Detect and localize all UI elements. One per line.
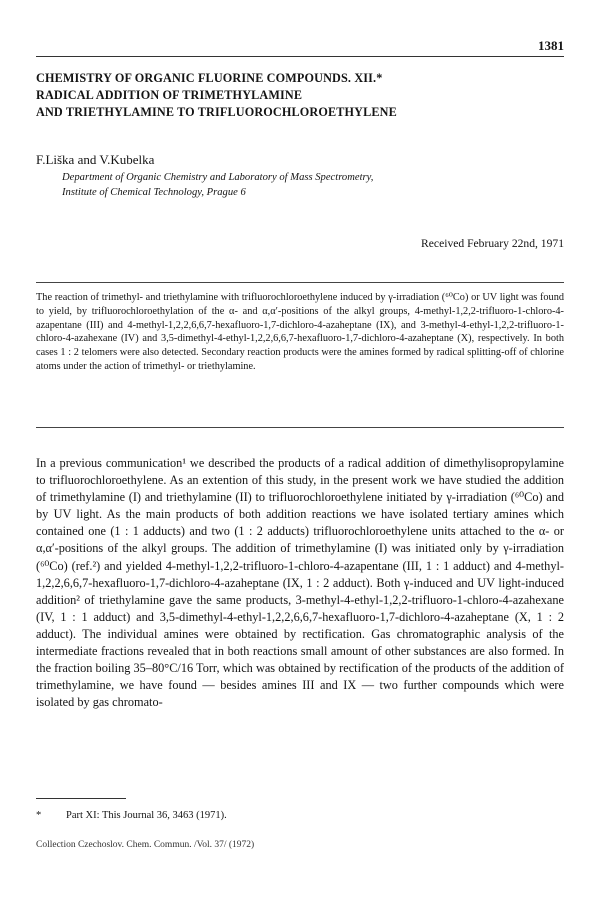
abstract: The reaction of trimethyl- and triethylamine with trifluorochloroethylene induced by γ-irradiation (⁶⁰Co) or UV light was found to yield, by trifluorochloroethylation of the α- and α,α′-positions of the alkyl groups, 4-methyl-1,2,2-trifluoro-1-chloro-4-azapentane (III) and 4-methyl-1,2,2,6,6,7-hexafluoro-1,7-dichloro-4-azaheptane (IX), and 3-methyl-4-ethyl-1,2,2-trifluoro-1-chloro-4-azahexane (IV) and 3,5-dimethyl-4-ethyl-1,2,2,6,6,7-hexafluoro-1,7-dichloro-4-azaheptane (X), respectively. In both cases 1 : 2 telomers were also detected. Secondary reaction products were the amines formed by radical splitting-off of chlorine atoms under the action of trimethyl- or triethylamine. — [36, 292, 564, 372]
title-line-2: RADICAL ADDITION OF TRIMETHYLAMINE — [36, 88, 303, 102]
header-rule — [36, 56, 564, 57]
article-title — [36, 70, 564, 121]
affiliation — [62, 170, 373, 200]
footnote-text: Part XI: This Journal 36, 3463 (1971). — [66, 810, 227, 821]
journal-footer: Collection Czechoslov. Chem. Commun. /Vol. 37/ (1972) — [36, 840, 255, 850]
title-line-3: AND TRIETHYLAMINE TO TRIFLUOROCHLOROETHYLENE — [36, 105, 397, 119]
footnote-mark: * — [36, 810, 42, 821]
authors: F.Liška and V.Kubelka — [36, 152, 155, 167]
page-number: 1381 — [538, 38, 564, 53]
affiliation-line-2: Institute of Chemical Technology, Prague 6 — [62, 187, 246, 198]
title-line-1: CHEMISTRY OF ORGANIC FLUORINE COMPOUNDS. XII.* — [36, 71, 383, 85]
affiliation-line-1: Department of Organic Chemistry and Laboratory of Mass Spectrometry, — [62, 172, 374, 183]
footnote — [36, 810, 227, 821]
footnote-rule — [36, 798, 126, 799]
received-date: Received February 22nd, 1971 — [421, 237, 564, 250]
body-paragraph: In a previous communication¹ we described the products of a radical addition of dimethylisopropylamine to trifluorochloroethylene. As an extention of this study, in the present work we have studied the addition of trimethylamine (I) and triethylamine (II) to trifluorochloroethylene initiated by γ-irradiation (⁶⁰Co) and by UV light. As the main products of both addition reactions we have isolated tertiary amines which contained one (1 : 1 adducts) and two (1 : 2 adducts) trifluorochloroethylene units attached to the α- or α,α′-positions of the alkyl groups. The addition of trimethylamine (I) was initiated only by γ-irradiation (⁶⁰Co) (ref.²) and yielded 4-methyl-1,2,2-trifluoro-1-chloro-4-azapentane (III, 1 : 1 adduct) and 4-methyl-1,2,2,6,6,7-hexafluoro-1,7-dichloro-4-azaheptane (IX, 1 : 2 adduct). Both γ-induced and UV light-induced addition² of triethylamine gave the same products, 3-methyl-4-ethyl-1,2,2-trifluoro-1-chloro-4-azahexane (IV, 1 : 1 adduct) and 3,5-dimethyl-4-ethyl-1,2,2,6,6,7-hexafluoro-1,7-dichloro-4-azaheptane (X, 1 : 2 adduct). The individual amines were obtained by rectification. Gas chromatographic analysis of the intermediate fractions revealed that in both reactions small amount of other substances are also formed. In the fraction boiling 35–80°C/16 Torr, which was obtained by rectification of the products of the addition of trimethylamine, we have found — besides amines III and IX — two further compounds which were isolated by gas chromato- — [36, 456, 564, 710]
